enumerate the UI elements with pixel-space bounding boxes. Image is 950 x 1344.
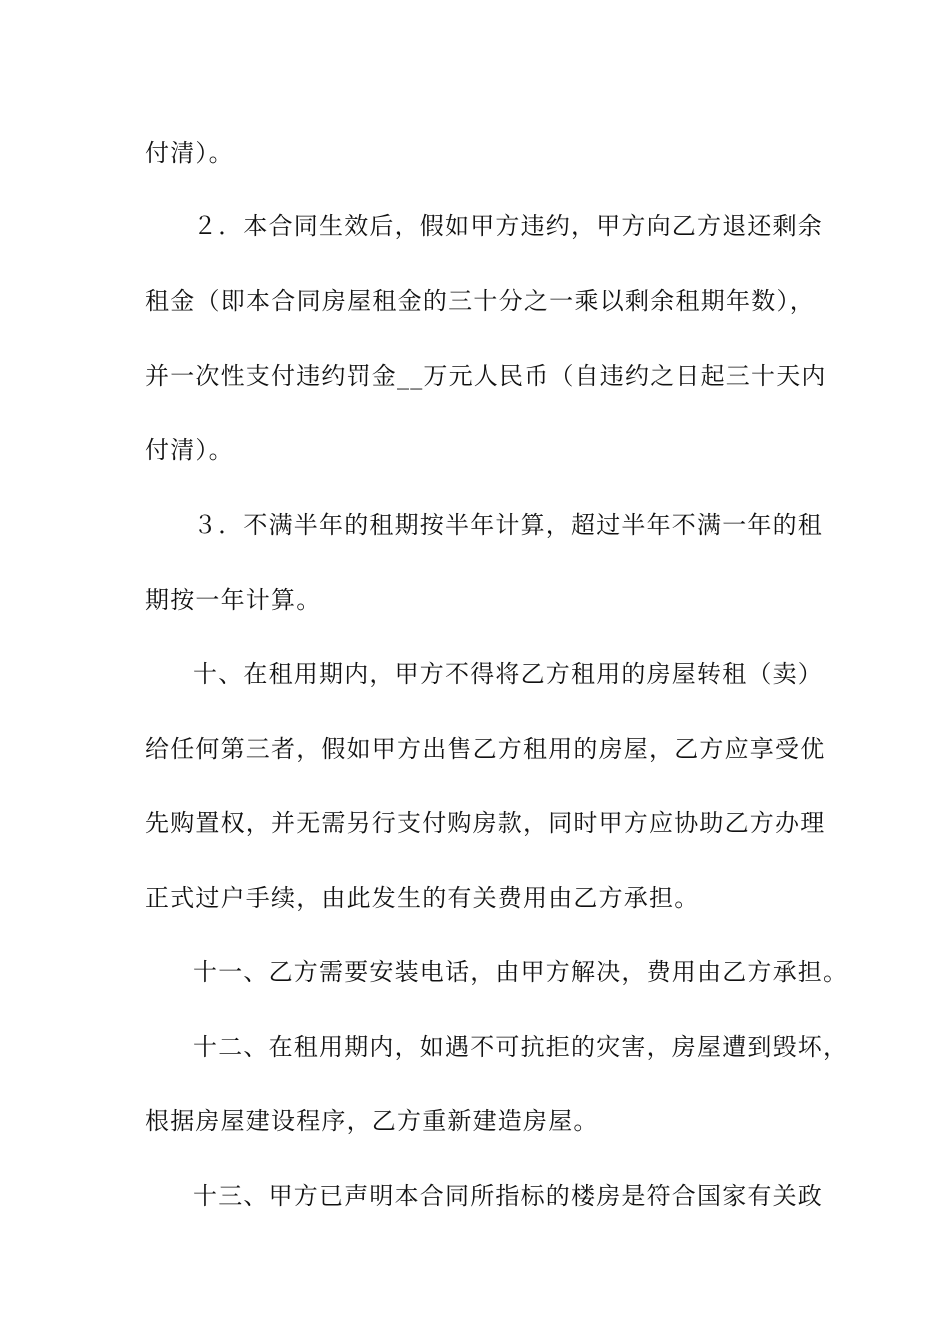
text-line-13: 十二、在租用期内，如遇不可抗拒的灾害，房屋遭到毁坏， [193, 1033, 849, 1061]
text-line-8: 十、在租用期内，甲方不得将乙方租用的房屋转租（卖） [193, 660, 823, 688]
text-line-1: 付清）。 [145, 139, 234, 167]
text-line-6: ３．不满半年的租期按半年计算，超过半年不满一年的租 [193, 511, 823, 539]
text-line-15: 十三、甲方已声明本合同所指标的楼房是符合国家有关政 [193, 1182, 823, 1210]
text-line-5: 付清）。 [145, 436, 234, 464]
text-line-12: 十一、乙方需要安装电话，由甲方解决，费用由乙方承担。 [193, 958, 849, 986]
text-line-9: 给任何第三者，假如甲方出售乙方租用的房屋，乙方应享受优 [145, 735, 826, 763]
text-line-7: 期按一年计算。 [145, 586, 322, 614]
text-line-14: 根据房屋建设程序，乙方重新建造房屋。 [145, 1107, 599, 1135]
text-line-4: 并一次性支付违约罚金__万元人民币（自违约之日起三十天内 [145, 362, 827, 390]
text-line-11: 正式过户手续，由此发生的有关费用由乙方承担。 [145, 884, 700, 912]
text-line-3: 租金（即本合同房屋租金的三十分之一乘以剩余租期年数）， [145, 287, 815, 315]
text-line-10: 先购置权，并无需另行支付购房款，同时甲方应协助乙方办理 [145, 809, 826, 837]
text-line-2: ２．本合同生效后，假如甲方违约，甲方向乙方退还剩余 [193, 212, 823, 240]
